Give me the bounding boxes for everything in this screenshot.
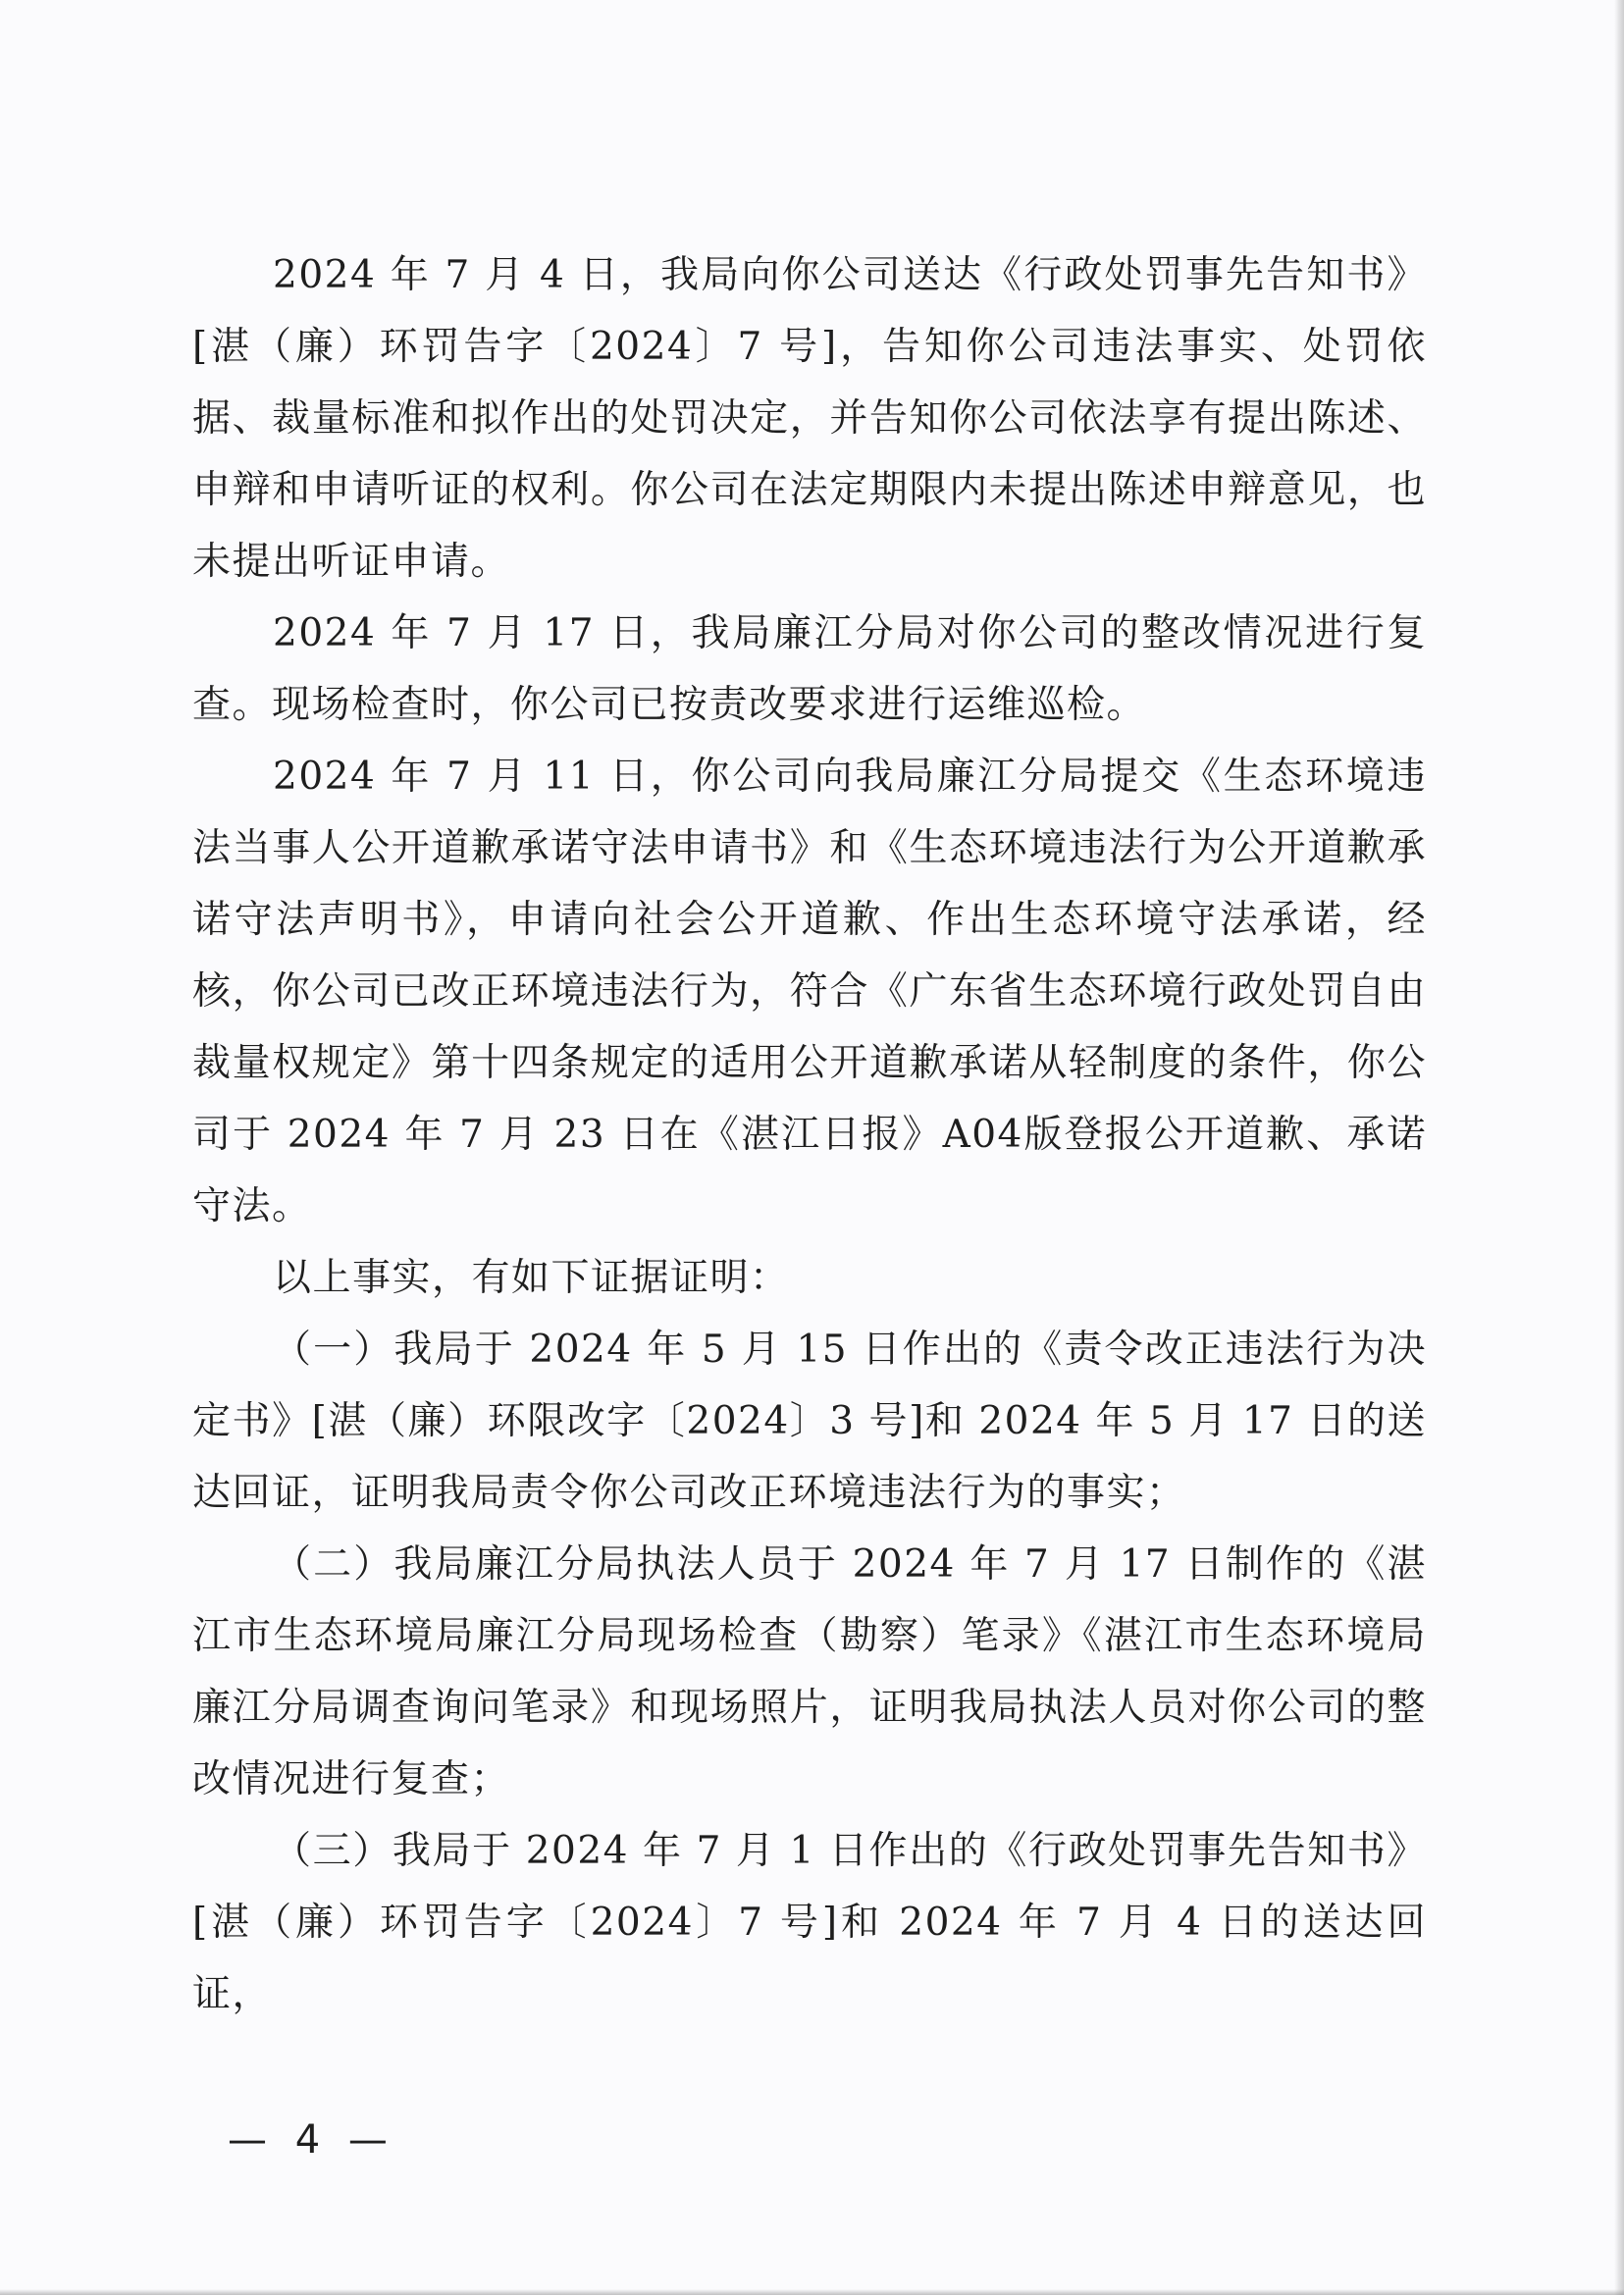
document-body [192,239,1427,2030]
scan-bottom-shadow [0,2289,1624,2295]
page-number: — 4 — [228,2117,395,2163]
paragraph-evidence-3: （三）我局于 2024 年 7 月 1 日作出的《行政处罚事先告知书》[湛（廉）环罚告字〔2024〕7 号]和 2024 年 7 月 4 日的送达回证， [192,1829,1427,2016]
paragraph-notice-delivery: 2024 年 7 月 4 日，我局向你公司送达《行政处罚事先告知书》[湛（廉）环罚告字〔2024〕7 号]，告知你公司违法事实、处罚依据、裁量标准和拟作出的处罚决定，并告知你公司依法享有提出陈述、申辩和申请听证的权利。你公司在法定期限内未提出陈述申辩意见，也未提出听证申请。 [192,253,1427,584]
paragraph-evidence-1: （一）我局于 2024 年 5 月 15 日作出的《责令改正违法行为决定书》[湛（廉）环限改字〔2024〕3 号]和 2024 年 5 月 17 日的送达回证，证明我局责令你公司改正环境违法行为的事实； [192,1328,1427,1515]
paragraph-evidence-intro: 以上事实，有如下证据证明： [273,1256,790,1300]
paragraph-evidence-2: （二）我局廉江分局执法人员于 2024 年 7 月 17 日制作的《湛江市生态环境局廉江分局现场检查（勘察）笔录》《湛江市生态环境局廉江分局调查询问笔录》和现场照片，证明我局执法人员对你公司的整改情况进行复查； [192,1542,1427,1801]
scan-edge-shadow [1614,0,1624,2295]
paragraph-rectification-review: 2024 年 7 月 17 日，我局廉江分局对你公司的整改情况进行复查。现场检查时，你公司已按责改要求进行运维巡检。 [192,611,1427,727]
paragraph-public-apology: 2024 年 7 月 11 日，你公司向我局廉江分局提交《生态环境违法当事人公开道歉承诺守法申请书》和《生态环境违法行为公开道歉承诺守法声明书》，申请向社会公开道歉、作出生态环境守法承诺，经核，你公司已改正环境违法行为，符合《广东省生态环境行政处罚自由裁量权规定》第十四条规定的适用公开道歉承诺从轻制度的条件，你公司于 2024 年 7 月 23 日在《湛江日报》A04版登报公开道歉、承诺守法。 [192,755,1427,1228]
